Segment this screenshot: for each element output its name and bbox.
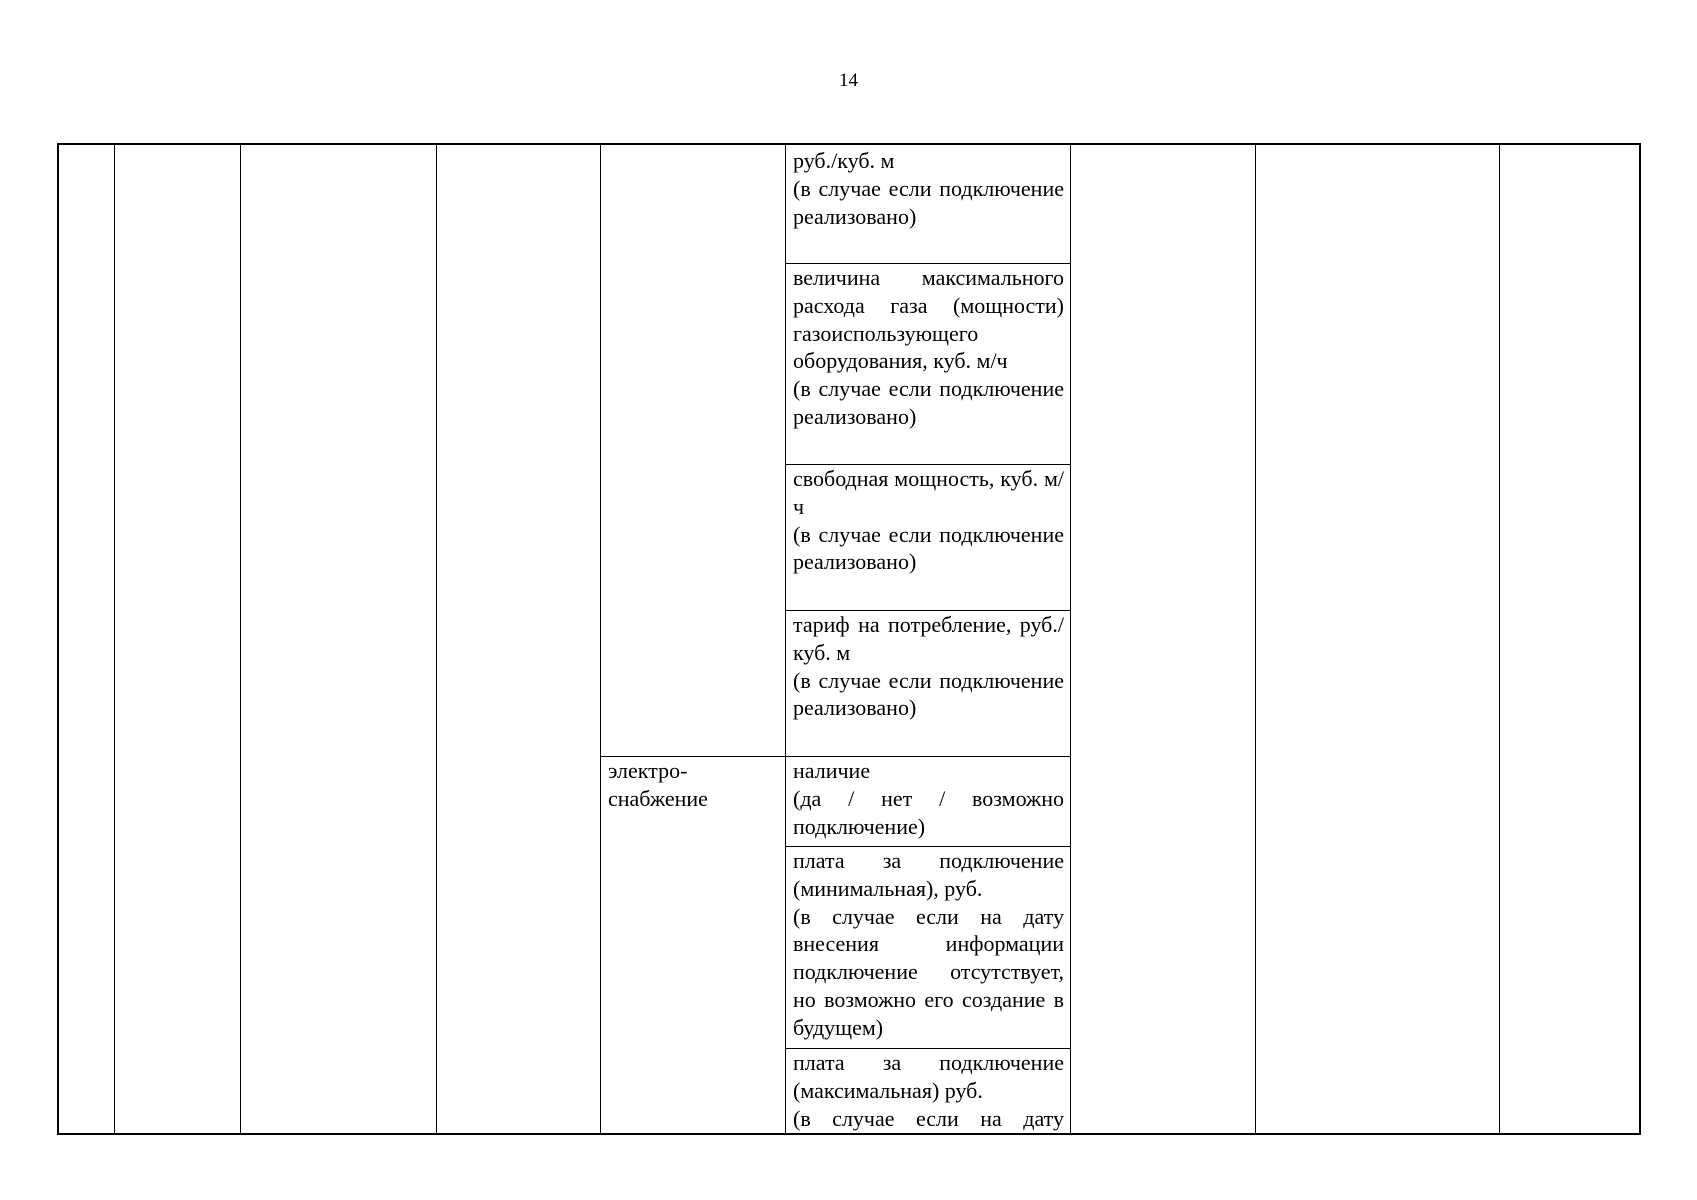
table-cell-description	[787, 847, 1070, 1042]
cell-line: (в случае если подключение реализовано)	[793, 667, 1064, 721]
table-cell-description	[787, 1049, 1070, 1132]
data-table	[57, 143, 1641, 1135]
cell-line: (да / нет / возможно подключение)	[793, 785, 1064, 839]
table-cell-description	[787, 757, 1070, 840]
column-divider	[1499, 145, 1500, 1133]
table-cell-description	[787, 465, 1070, 576]
cell-line: (в случае если подключение реализовано)	[793, 376, 1064, 429]
column-divider	[240, 145, 241, 1133]
cell-line: плата за подключение (минимальная), руб.	[793, 848, 1064, 901]
cell-line: (в случае если подключение реализовано)	[793, 521, 1064, 575]
cell-line: наличие	[793, 758, 871, 783]
column-divider	[114, 145, 115, 1133]
cell-line: величина максимального расхода газа (мощности) газоиспользующего оборудования, куб. м/ч	[793, 265, 1064, 374]
column-divider	[1255, 145, 1256, 1133]
column-divider	[436, 145, 437, 1133]
cell-line: (в случае если на дату	[793, 1105, 1064, 1131]
cell-line: (в случае если на дату внесения информации подключение отсутствует, но возможно его создание в будущем)	[793, 903, 1064, 1040]
column-divider	[600, 145, 601, 1133]
column-divider	[1070, 145, 1071, 1133]
category-label: электро-снабжение	[608, 758, 708, 811]
table-cell-description	[787, 611, 1070, 722]
table-cell-description	[787, 264, 1070, 431]
cell-line: руб./куб. м	[793, 148, 895, 173]
cell-line: (в случае если подключение реализовано)	[793, 175, 1064, 229]
column-divider	[785, 145, 786, 1133]
table-cell-category	[602, 757, 772, 813]
page-number: 14	[839, 70, 858, 91]
cell-line: плата за подключение (максимальная) руб.	[793, 1050, 1064, 1103]
table-cell-description	[787, 147, 1070, 230]
cell-line: тариф на потребление, руб./куб. м	[793, 612, 1064, 665]
cell-line: свободная мощность, куб. м/ч	[793, 466, 1064, 519]
